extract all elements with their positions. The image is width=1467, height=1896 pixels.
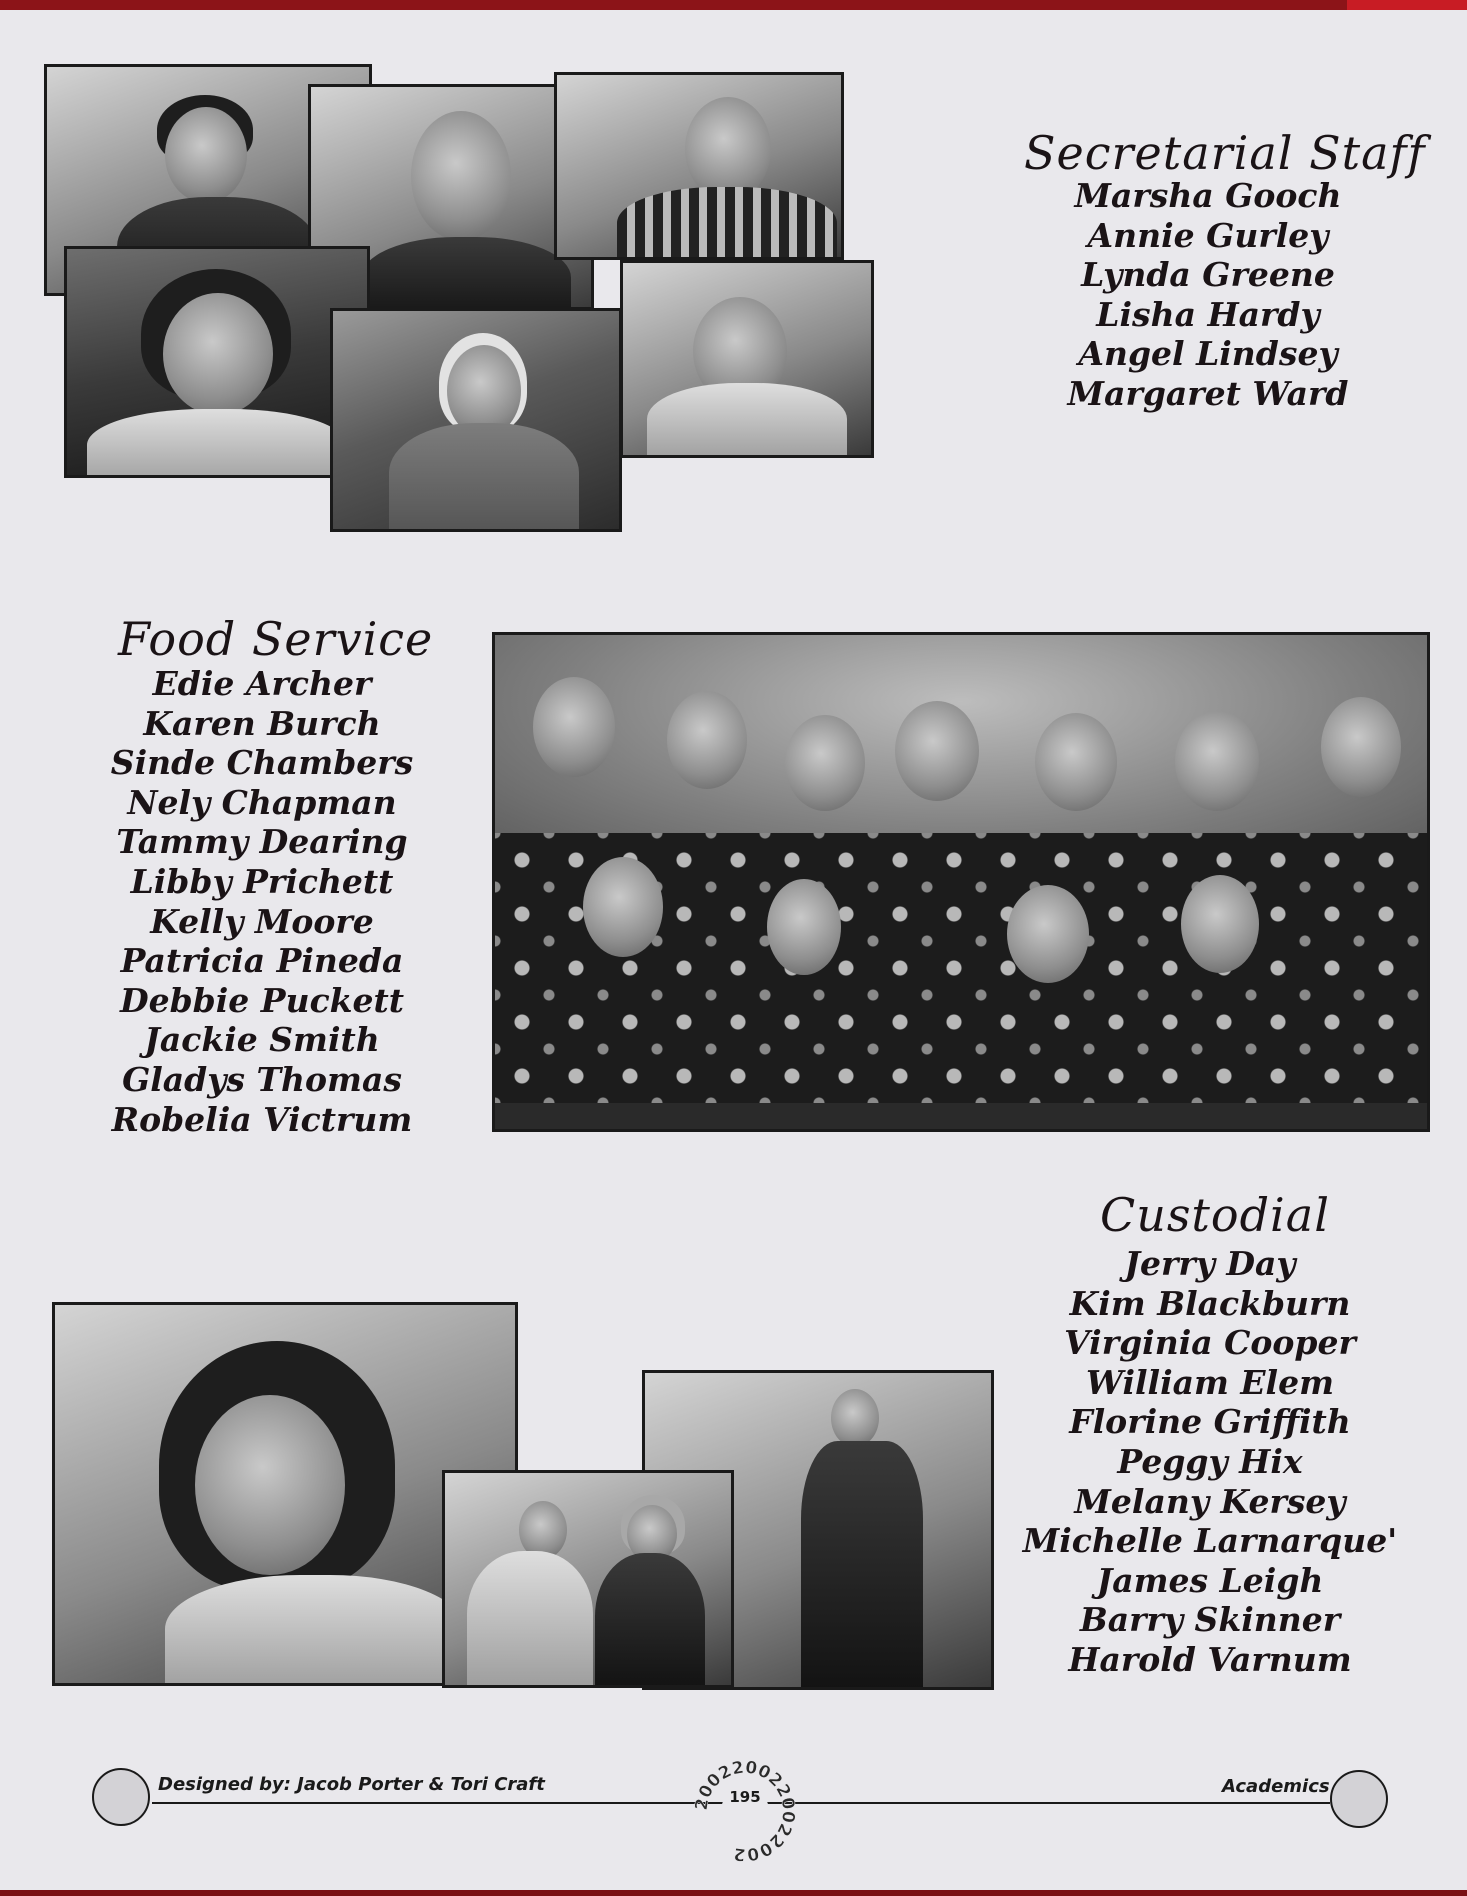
staff-name: Florine Griffith [1069, 1402, 1351, 1442]
staff-name: Sinde Chambers [110, 743, 414, 783]
food-service-title: Food Service [118, 612, 434, 666]
top-border [0, 0, 1467, 10]
designer-credit: Designed by: Jacob Porter & Tori Craft [158, 1774, 545, 1795]
secretarial-staff-title: Secretarial Staff [1024, 126, 1426, 180]
secretary-photo-4 [64, 246, 370, 478]
secretarial-staff-list [1008, 176, 1408, 414]
bottom-border [0, 1890, 1467, 1896]
staff-name: Jackie Smith [144, 1020, 380, 1060]
staff-name: Libby Prichett [130, 861, 394, 901]
custodial-photo-3 [442, 1470, 734, 1688]
footer-circle-left [92, 1768, 150, 1826]
footer-circle-right [1330, 1770, 1388, 1828]
staff-name: Karen Burch [143, 703, 381, 743]
staff-name: William Elem [1085, 1362, 1334, 1402]
year-seal-logo [690, 1756, 800, 1866]
secretary-photo-6 [620, 260, 874, 458]
page-number: 195 [729, 1788, 761, 1806]
staff-name: Robelia Victrum [111, 1099, 413, 1139]
secretary-photo-5 [330, 308, 622, 532]
custodial-title: Custodial [1100, 1188, 1330, 1242]
food-service-list [72, 664, 452, 1139]
section-label: Academics [1222, 1776, 1330, 1797]
custodial-list [1010, 1244, 1410, 1680]
staff-name: Gladys Thomas [122, 1059, 402, 1099]
staff-name: Kelly Moore [150, 901, 374, 941]
staff-name: Edie Archer [152, 664, 372, 703]
staff-name: Melany Kersey [1074, 1481, 1346, 1521]
staff-name: Michelle Larnarque' [1022, 1521, 1398, 1561]
seal-text: 2002200220022002 [691, 1757, 799, 1865]
staff-name: Lynda Greene [1081, 255, 1335, 295]
staff-name: Marsha Gooch [1074, 176, 1342, 215]
food-service-group-photo [492, 632, 1430, 1132]
staff-name: Angel Lindsey [1078, 334, 1338, 374]
staff-name: Margaret Ward [1067, 373, 1349, 413]
staff-name: Debbie Puckett [119, 980, 405, 1020]
staff-name: James Leigh [1096, 1560, 1324, 1600]
staff-name: Jerry Day [1124, 1244, 1296, 1283]
staff-name: Peggy Hix [1117, 1441, 1303, 1481]
staff-name: Nely Chapman [127, 782, 397, 822]
staff-name: Tammy Dearing [116, 822, 408, 862]
staff-name: Lisha Hardy [1096, 294, 1320, 334]
staff-name: Patricia Pineda [120, 941, 404, 981]
secretary-photo-3 [554, 72, 844, 260]
staff-name: Annie Gurley [1087, 215, 1329, 255]
staff-name: Harold Varnum [1068, 1639, 1352, 1679]
staff-name: Barry Skinner [1079, 1600, 1341, 1640]
staff-name: Virginia Cooper [1064, 1323, 1356, 1363]
staff-name: Kim Blackburn [1069, 1283, 1351, 1323]
